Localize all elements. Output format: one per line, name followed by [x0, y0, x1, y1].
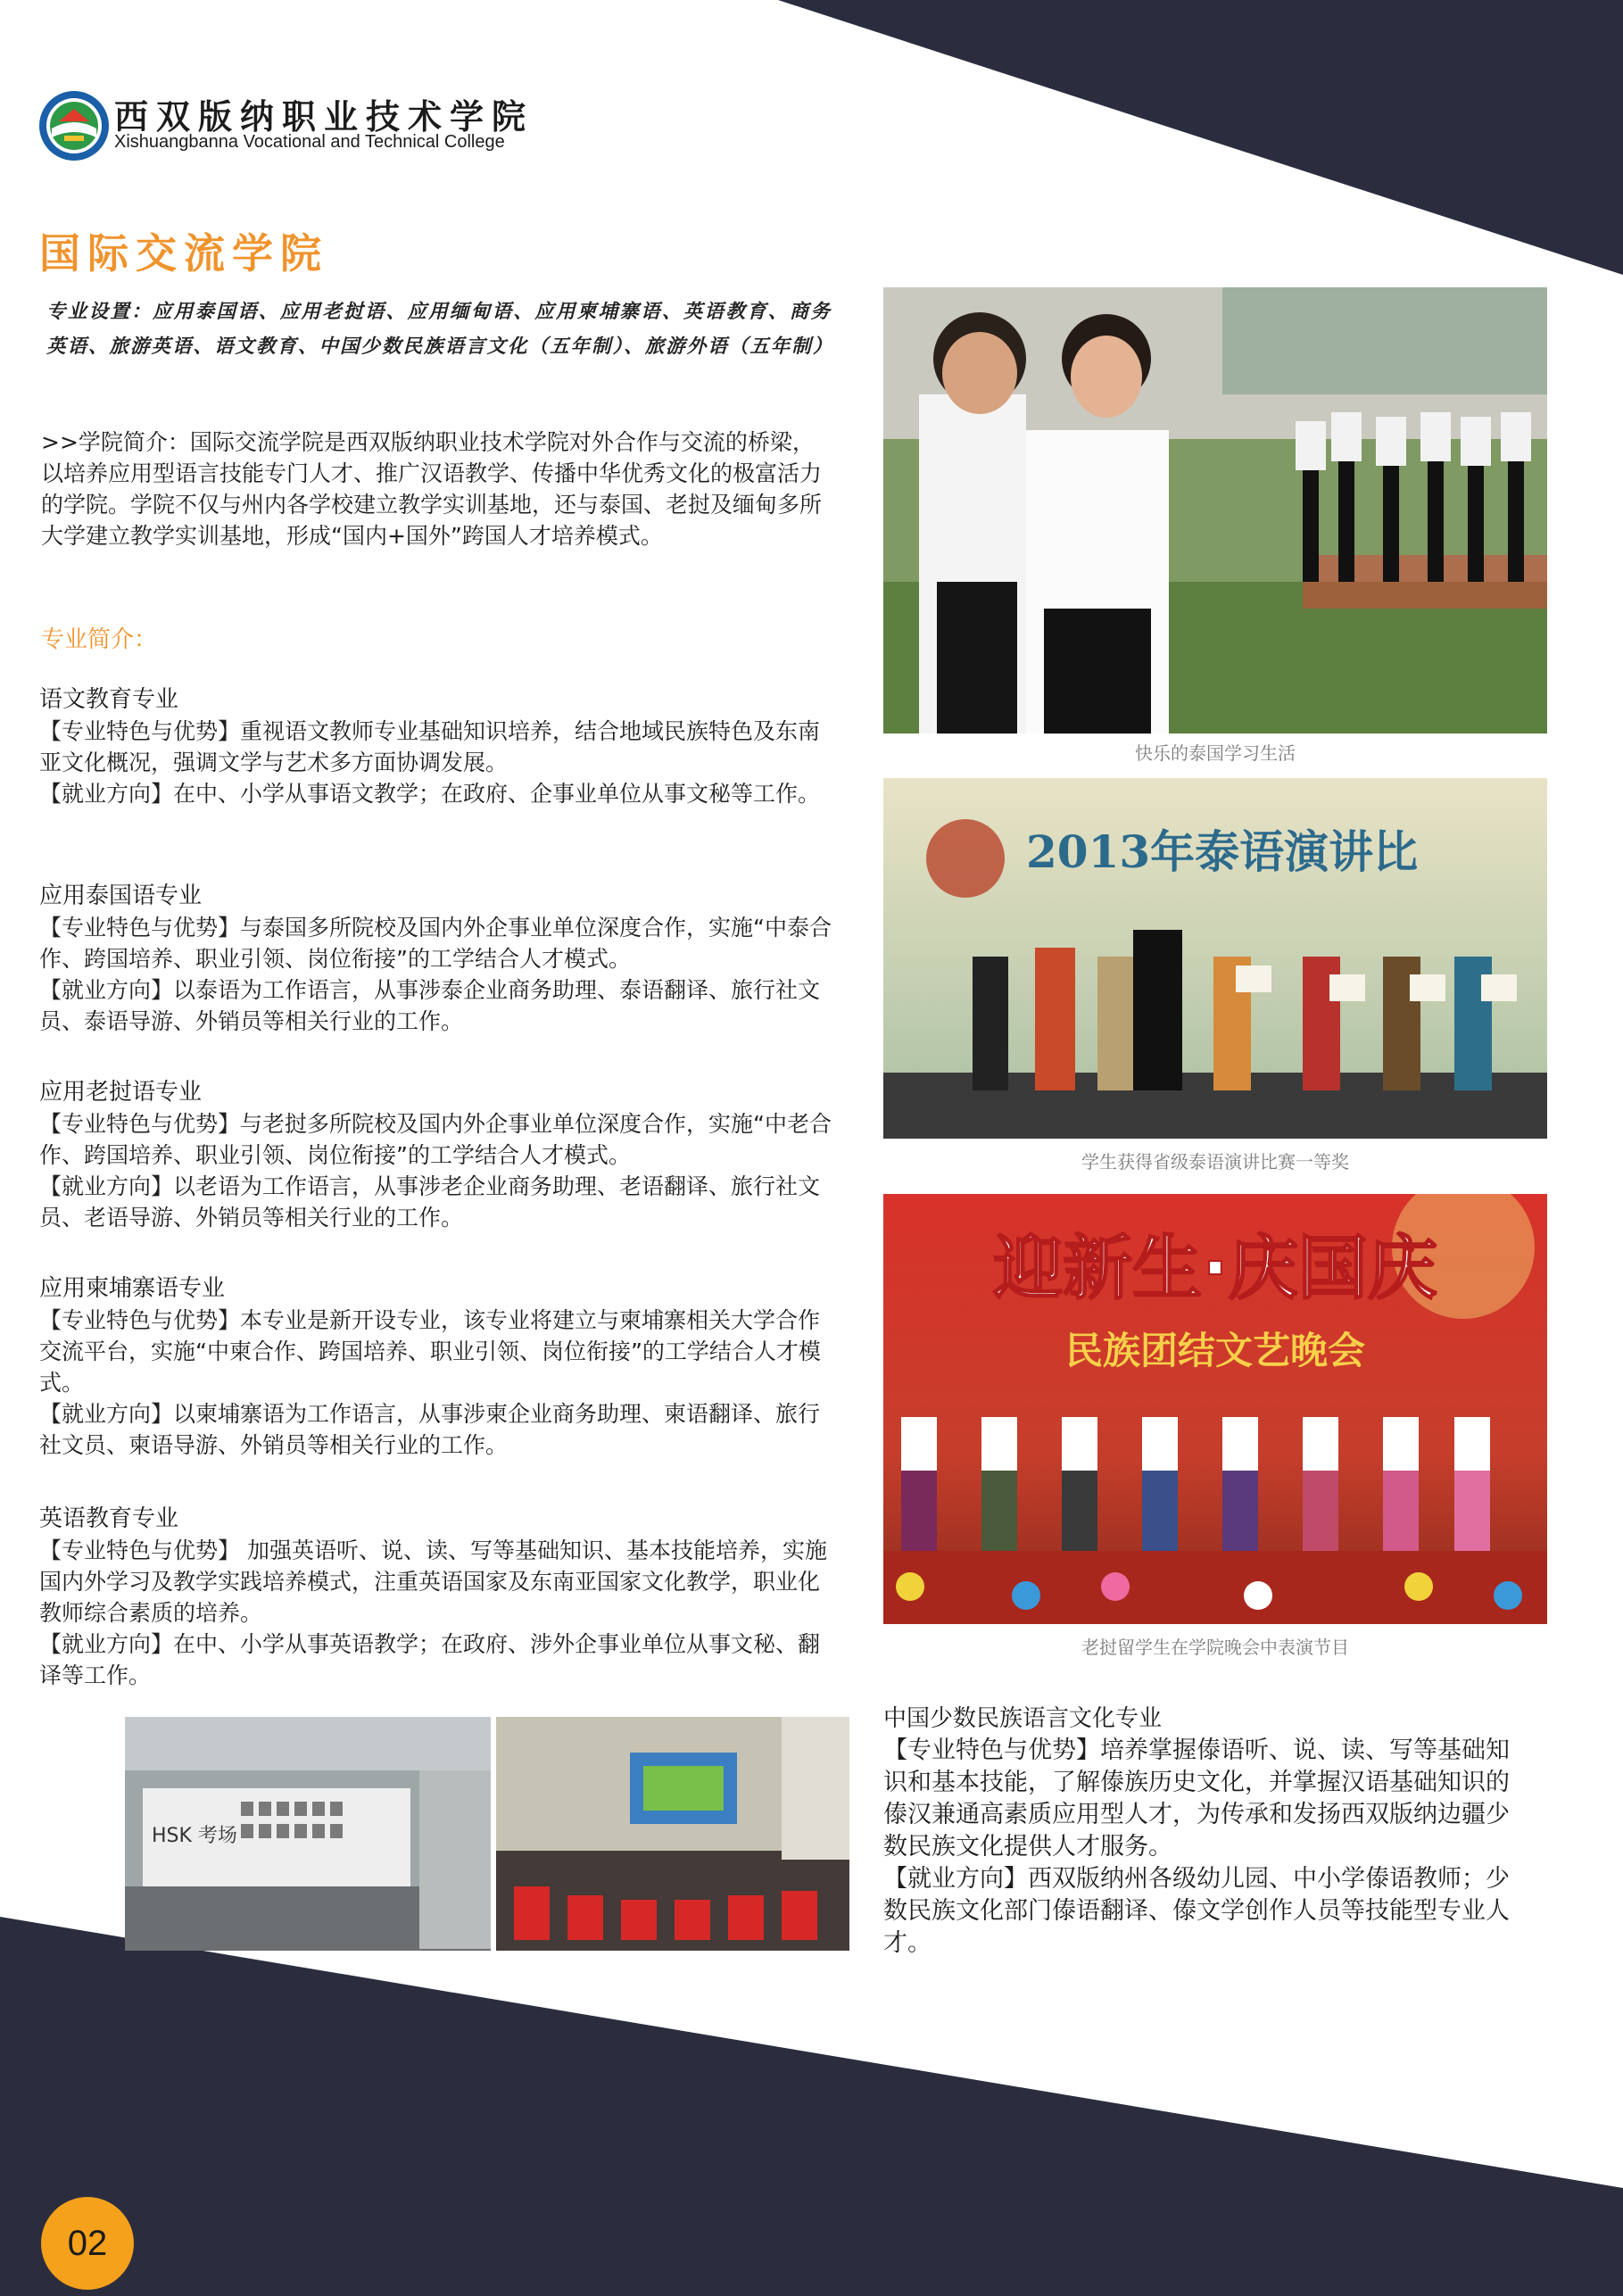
page-title: 国际交流学院: [39, 229, 328, 278]
page-number-badge: 02: [41, 2197, 134, 2290]
hsk-sign-text: HSK 考场: [152, 1825, 237, 1847]
contest-banner-text: 2013年泰语演讲比: [1026, 825, 1419, 878]
gala-banner-main: 迎新生·庆国庆: [993, 1229, 1437, 1309]
photo-hsk-exam-room: [125, 1717, 491, 1951]
photo-classroom: [496, 1717, 849, 1951]
major-careers: 【就业方向】在中、小学从事语文教学；在政府、企事业单位从事文秘等工作。: [39, 781, 821, 807]
major-careers: 【就业方向】西双版纳州各级幼儿园、中小学傣语教师；少数民族文化部门傣语翻译、傣文学创作人员等技能型专业人才。: [883, 1865, 1510, 1957]
major-block: [39, 684, 835, 809]
photo-lao-performance: [883, 1194, 1547, 1624]
photo-caption: 学生获得省级泰语演讲比赛一等奖: [1081, 1151, 1349, 1173]
major-block: [39, 1272, 835, 1461]
major-block: [39, 1503, 835, 1691]
major-careers: 【就业方向】在中、小学从事英语教学；在政府、涉外企事业单位从事文秘、翻译等工作。: [39, 1631, 821, 1688]
gala-banner-sub: 民族团结文艺晚会: [1064, 1329, 1366, 1372]
photo-thailand-students: [883, 287, 1547, 734]
major-title: 应用柬埔寨语专业: [39, 1275, 226, 1302]
section-heading: 专业简介：: [41, 626, 158, 653]
major-block: [39, 1076, 835, 1233]
photo-speech-contest: [883, 778, 1547, 1139]
major-features: 【专业特色与优势】 加强英语听、说、读、写等基础知识、基本技能培养，实施国内外学习及教学实践培养模式，注重英语国家及东南亚国家文化教学，职业化教师综合素质的培养。: [39, 1538, 827, 1626]
major-block: [883, 1703, 1519, 1960]
major-block: [39, 880, 835, 1037]
college-emblem-icon: [37, 89, 111, 162]
major-features: 【专业特色与优势】重视语文教师专业基础知识培养，结合地域民族特色及东南亚文化概况，强调文学与艺术多方面协调发展。: [39, 718, 821, 775]
department-intro: >>学院简介：国际交流学院是西双版纳职业技术学院对外合作与交流的桥梁，以培养应用型语言技能专门人才、推广汉语教学、传播中华优秀文化的极富活力的学院。学院不仅与州内各学校建立教学实训基地，还与泰国、老挝及缅甸多所大学建立教学实训基地，形成“国内+国外”跨国人才培养模式。: [41, 429, 823, 549]
major-title: 语文教育专业: [39, 686, 179, 713]
major-title: 中国少数民族语言文化专业: [883, 1705, 1163, 1732]
major-careers: 【就业方向】以老语为工作语言，从事涉老企业商务助理、老语翻译、旅行社文员、老语导游、外销员等相关行业的工作。: [39, 1173, 821, 1231]
major-features: 【专业特色与优势】与老挝多所院校及国内外企事业单位深度合作，实施“中老合作、跨国培养、职业引领、岗位衔接”的工学结合人才模式。: [39, 1111, 832, 1168]
college-name-en: Xishuangbanna Vocational and Technical College: [114, 132, 505, 152]
major-features: 【专业特色与优势】与泰国多所院校及国内外企事业单位深度合作，实施“中泰合作、跨国培养、职业引领、岗位衔接”的工学结合人才模式。: [39, 915, 832, 972]
major-features: 【专业特色与优势】培养掌握傣语听、说、读、写等基础知识和基本技能，了解傣族历史文化，并掌握汉语基础知识的傣汉兼通高素质应用型人才，为传承和发扬西双版纳边疆少数民族文化提供人才服务。: [883, 1737, 1510, 1861]
majors-list: 专业设置：应用泰国语、应用老挝语、应用缅甸语、应用柬埔寨语、英语教育、商务英语、旅游英语、语文教育、中国少数民族语言文化（五年制）、旅游外语（五年制）: [46, 301, 834, 358]
photo-caption: 老挝留学生在学院晚会中表演节目: [1081, 1637, 1349, 1658]
major-careers: 【就业方向】以泰语为工作语言，从事涉泰企业商务助理、泰语翻译、旅行社文员、泰语导游、外销员等相关行业的工作。: [39, 977, 821, 1034]
photo-caption: 快乐的泰国学习生活: [1135, 742, 1296, 764]
major-title: 应用泰国语专业: [39, 883, 203, 909]
major-careers: 【就业方向】以柬埔寨语为工作语言，从事涉柬企业商务助理、柬语翻译、旅行社文员、柬语导游、外销员等相关行业的工作。: [39, 1401, 821, 1458]
major-title: 应用老挝语专业: [39, 1079, 203, 1106]
major-features: 【专业特色与优势】本专业是新开设专业，该专业将建立与柬埔寨相关大学合作交流平台，实施“中柬合作、跨国培养、职业引领、岗位衔接”的工学结合人才模式。: [39, 1307, 821, 1396]
major-title: 英语教育专业: [39, 1505, 179, 1532]
college-name-cn: 西双版纳职业技术学院: [114, 96, 534, 137]
